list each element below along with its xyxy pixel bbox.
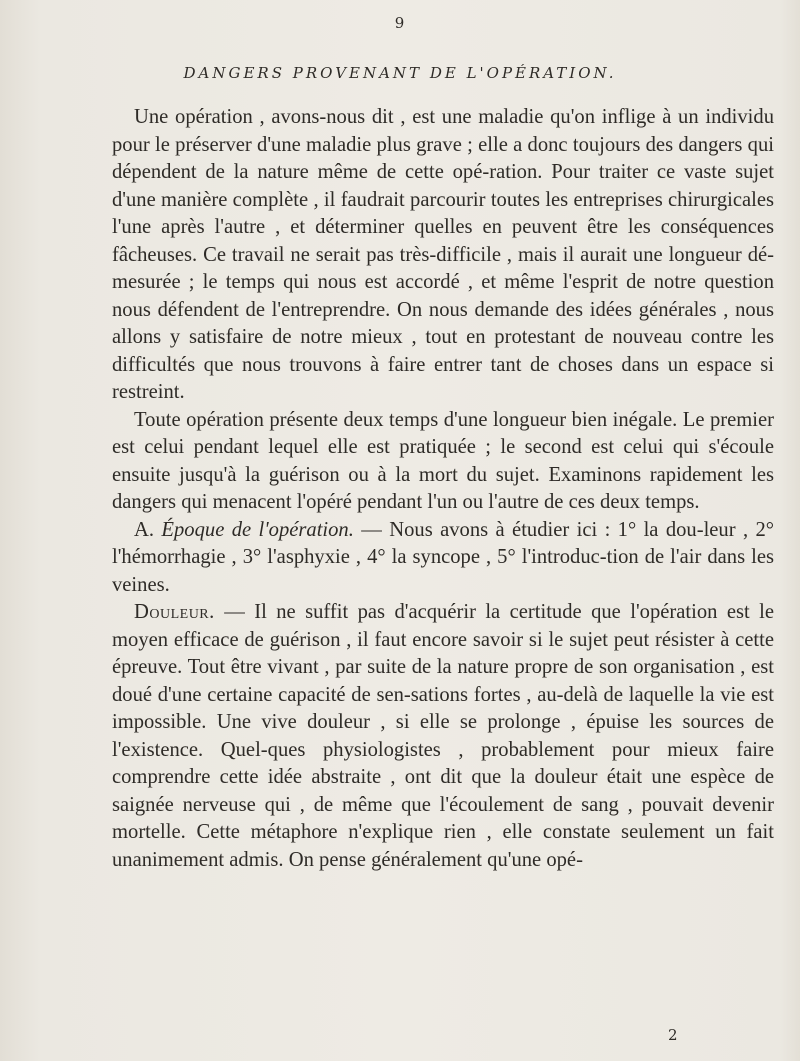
section-a-label: A. [134, 518, 155, 541]
section-a-text: — Nous avons à étudier ici : 1° la dou-leur , 2° l'hémorrhagie , 3° l'asphyxie , 4° la syncope , 5° l'introduc-tion de l'air dans les veines. [112, 518, 775, 596]
running-head: DANGERS PROVENANT DE L'OPÉRATION. [183, 64, 617, 82]
signature-mark: 2 [668, 1026, 678, 1044]
page-number: 9 [394, 14, 406, 32]
paragraph-two-times: Toute opération présente deux temps d'une longueur bien inégale. Le premier est celui pendant lequel elle est pratiquée ; le second est celui qui s'écoule ensuite jusqu'à la guérison ou à la mort du sujet. Examinons rapidement les dangers qui menacent l'opéré pendant l'un ou l'autre de ces deux temps. [112, 408, 774, 513]
paragraph-section-a [112, 517, 774, 600]
section-a-title: Époque de l'opération. [161, 518, 354, 541]
douleur-text: — Il ne suffit pas d'acquérir la certitude que l'opération est le moyen efficace de guérison , il faut encore savoir si le sujet peut résister à cette épreuve. Tout être vivant , par suite de la nature propre de son organisation , est doué d'une certaine capacité de sen-sations fortes , au-delà de laquelle la vie est impossible. Une vive douleur , si elle se prolonge , épuise les sources de l'existence. Quel-ques physiologistes , probablement pour mieux faire comprendre cette idée abstraite , ont dit que la douleur était une espèce de saignée nerveuse qui , de même que l'écoulement de sang , pouvait devenir mortelle. Cette métaphore n'explique rien , elle constate seulement un fait unanimement admis. On pense généralement qu'une opé- [112, 601, 774, 871]
body-text [112, 104, 774, 874]
douleur-heading: Douleur. [134, 601, 215, 623]
paragraph-intro: Une opération , avons-nous dit , est une maladie qu'on inflige à un individu pour le préserver d'une maladie plus grave ; elle a donc toujours des dangers qui dépendent de la nature même de cette opé-ration. Pour traiter ce vaste sujet d'une manière complète , il faudrait parcourir toutes les entreprises chirurgicales l'une après l'autre , et déterminer quelles en peuvent être les conséquences fâcheuses. Ce travail ne serait pas très-difficile , mais il aurait une longueur dé-mesurée ; le temps qui nous est accordé , et même l'esprit de notre question nous défendent de l'entreprendre. On nous demande des idées générales , nous allons y satisfaire de notre mieux , tout en protestant de nouveau contre les difficultés que nous trouvons à faire entrer tant de choses dans un espace si restreint. [112, 106, 774, 403]
paragraph-douleur [112, 599, 774, 874]
